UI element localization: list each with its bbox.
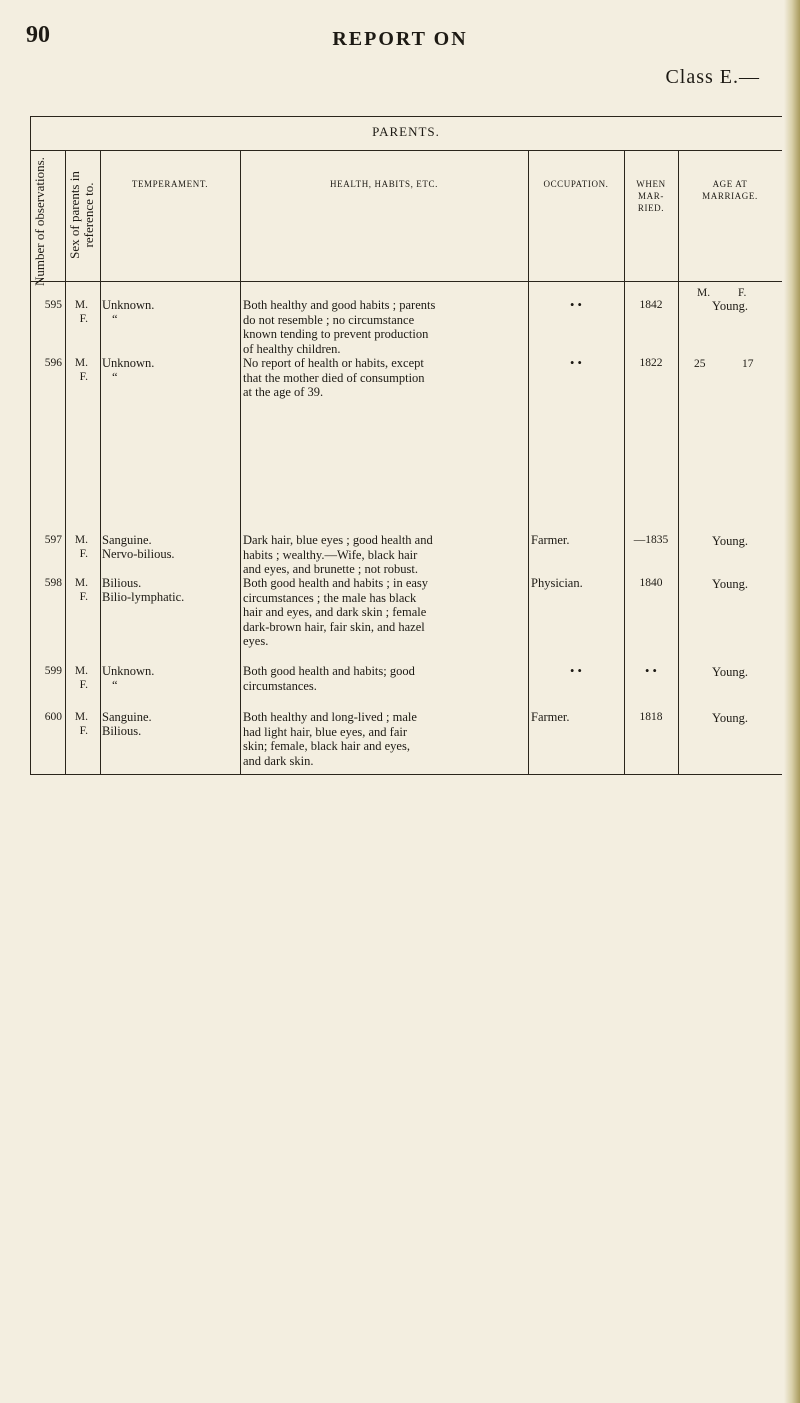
health-line: that the mother died of consumption (243, 370, 425, 385)
row-number: 599 (44, 665, 62, 677)
header-rule (30, 150, 782, 151)
header-line: AGE AT (712, 179, 748, 189)
sex-m: M. (74, 711, 88, 723)
temperament-m: Bilious. (102, 576, 142, 590)
health-line: hair and eyes, and dark skin ; female (243, 605, 427, 619)
occupation: • • (570, 356, 582, 370)
col-header-temperament: TEMPERAMENT. (131, 179, 209, 189)
sex-f: F. (79, 725, 88, 737)
table-bottom-rule (30, 774, 782, 775)
temperament-m: Unknown. (102, 298, 155, 312)
health-line: Both good health and habits; good (243, 664, 415, 678)
age-at-marriage: Young. (712, 665, 748, 679)
health-line: and eyes, and brunette ; not robust. (243, 562, 418, 576)
age-at-marriage: Young. (712, 299, 748, 313)
age-at-marriage-m: 25 (694, 358, 706, 370)
col-rule (678, 150, 679, 775)
temperament-f: “ (112, 312, 118, 326)
sex-m: M. (74, 357, 88, 369)
col-header-health: HEALTH, HABITS, ETC. (330, 179, 438, 189)
health-line: known tending to prevent production (243, 327, 429, 341)
col-header-occupation: OCCUPATION. (543, 179, 609, 189)
age-sub-m: M. (697, 287, 711, 299)
col-rule (240, 150, 241, 775)
col-rule (528, 150, 529, 775)
header-line: WHEN (636, 179, 666, 189)
health-line: and dark skin. (243, 753, 314, 768)
health-text (243, 576, 528, 649)
age-at-marriage: Young. (712, 711, 748, 725)
temperament-f: Bilious. (102, 724, 142, 738)
health-line: do not resemble ; no circumstance (243, 312, 415, 327)
health-line: No report of health or habits, except (243, 356, 424, 370)
health-line: Both good health and habits ; in easy (243, 576, 429, 590)
sex-f: F. (79, 371, 88, 383)
health-text (243, 533, 528, 577)
col-header-sex: Sex of parents in reference to. (67, 171, 96, 259)
health-line: skin; female, black hair and eyes, (243, 739, 410, 753)
health-text (243, 710, 528, 768)
temperament-m: Sanguine. (102, 710, 152, 724)
sex-m: M. (74, 299, 88, 311)
health-line: Both healthy and long-lived ; male (243, 710, 417, 724)
married-year: —1835 (633, 534, 669, 546)
col-rule (624, 150, 625, 775)
occupation: Physician. (531, 576, 583, 590)
health-line: eyes. (243, 634, 269, 648)
health-line: circumstances. (243, 678, 317, 693)
sex-f: F. (79, 313, 88, 325)
health-text (243, 298, 528, 356)
health-line: at the age of 39. (243, 385, 324, 399)
occupation: • • (570, 298, 582, 312)
health-line: of healthy children. (243, 341, 341, 356)
page-edge (784, 0, 800, 1403)
sex-m: M. (74, 577, 88, 589)
header-line: MARRIAGE. (702, 191, 758, 201)
age-at-marriage: Young. (712, 577, 748, 591)
temperament-f: Nervo-bilious. (102, 547, 175, 561)
header-line: MAR- (638, 191, 664, 201)
sex-m: M. (74, 534, 88, 546)
occupation: Farmer. (531, 710, 570, 724)
married-year: 1822 (639, 357, 663, 369)
sex-f: F. (79, 548, 88, 560)
temperament-m: Unknown. (102, 356, 155, 370)
age-at-marriage: Young. (712, 534, 748, 548)
health-line: habits ; wealthy.—Wife, black hair (243, 547, 418, 562)
header-line: RIED. (637, 203, 665, 213)
age-sub-f: F. (738, 287, 747, 299)
parents-header: PARENTS. (372, 124, 440, 139)
health-line: Dark hair, blue eyes ; good health and (243, 533, 433, 547)
page-number: 90 (26, 22, 50, 48)
occupation: Farmer. (531, 533, 570, 547)
row-number: 598 (44, 577, 62, 589)
sex-f: F. (79, 591, 88, 603)
age-at-marriage-f: 17 (742, 358, 754, 370)
row-number: 600 (44, 711, 62, 723)
health-text (243, 356, 528, 400)
temperament-f: Bilio-lymphatic. (102, 590, 185, 604)
married-year: 1818 (639, 711, 663, 723)
health-line: dark-brown hair, fair skin, and hazel (243, 619, 425, 634)
temperament-m: Sanguine. (102, 533, 152, 547)
col-rule (100, 150, 101, 775)
col-header-number: Number of observations. (32, 157, 47, 286)
temperament-f: “ (112, 370, 118, 384)
row-number: 595 (44, 299, 62, 311)
col-header-age (678, 178, 782, 202)
row-number: 596 (44, 357, 62, 369)
married-year: 1840 (639, 577, 663, 589)
row-number: 597 (44, 534, 62, 546)
married-year: • • (645, 664, 657, 678)
temperament-f: “ (112, 678, 118, 692)
sex-f: F. (79, 679, 88, 691)
health-line: Both healthy and good habits ; parents (243, 298, 436, 312)
class-title: Class E.— (665, 66, 760, 88)
health-text (243, 664, 528, 693)
occupation: • • (570, 664, 582, 678)
health-line: had light hair, blue eyes, and fair (243, 724, 408, 739)
married-year: 1842 (639, 299, 663, 311)
health-line: circumstances ; the male has black (243, 590, 417, 605)
running-head: REPORT ON (332, 28, 468, 50)
body-rule (30, 281, 782, 282)
table-top-rule (30, 116, 782, 117)
col-header-married (624, 178, 678, 214)
sex-m: M. (74, 665, 88, 677)
temperament-m: Unknown. (102, 664, 155, 678)
